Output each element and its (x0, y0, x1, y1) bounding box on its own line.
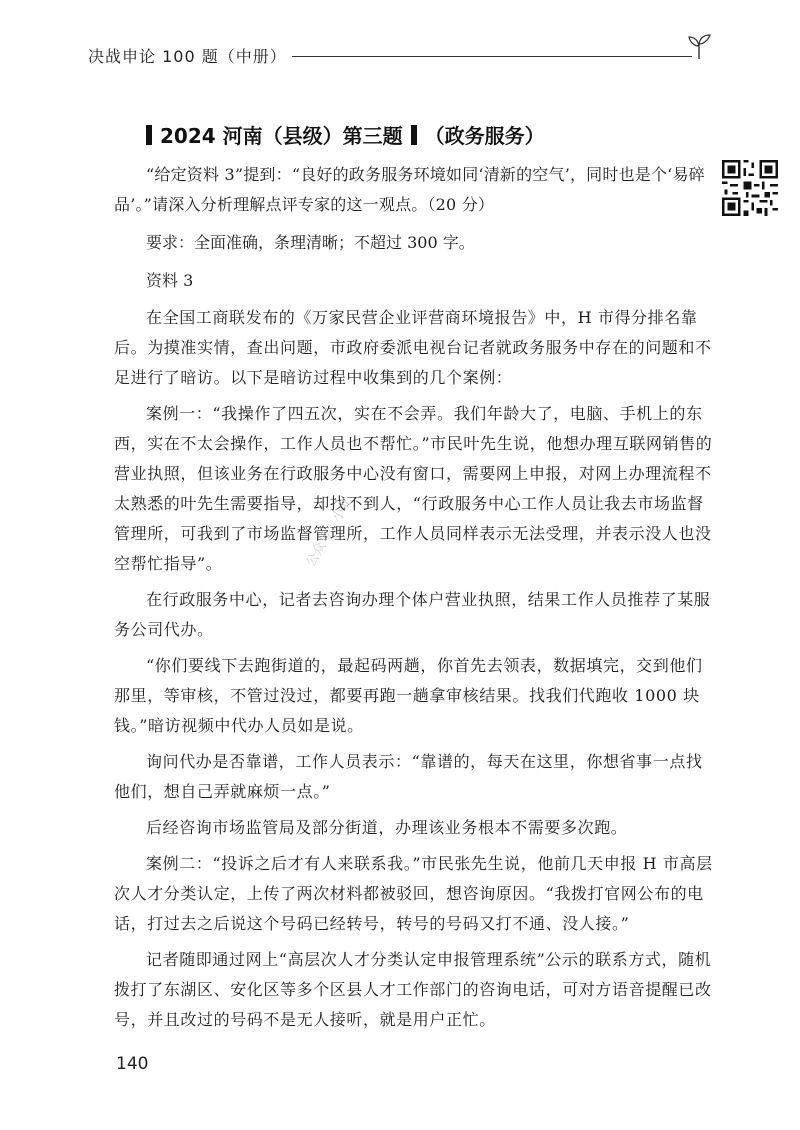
material-paragraph: 案例二：“投诉之后才有人来联系我。”市民张先生说，他前几天申报 H 市高层次人才分类认定，上传了两次材料都被驳回，想咨询原因。“我拨打官网公布的电话，打过去之后说这个号码已经转号，转号的号码又打不通、没人接。” (114, 854, 713, 933)
question-text: “给定资料 3”提到：“良好的政务服务环境如同‘清新的空气’，同时也是个‘易碎品’。”请深入分析理解点评专家的这一观点。（20 分） (114, 165, 705, 214)
running-header: 决战申论 100 题（中册） (88, 47, 287, 66)
material-paragraph: 案例一：“我操作了四五次，实在不会弄。我们年龄大了，电脑、手机上的东西，实在不太会操作，工作人员也不帮忙。”市民叶先生说，他想办理互联网销售的营业执照，但该业务在行政服务中心没有窗口，需要网上申报，对网上办理流程不太熟悉的叶先生需要指导，却找不到人，“行政服务中心工作人员让我去市场监督管理所，可我到了市场监督管理所，工作人员同样表示无法受理，并表示没人也没空帮忙指导”。 (114, 404, 713, 573)
material-label-text: 资料 3 (146, 271, 194, 290)
material-label (114, 266, 714, 296)
material-paragraph: 在行政服务中心，记者去咨询办理个体户营业执照，结果工作人员推荐了某服务公司代办。 (114, 590, 711, 639)
title-bar-left (146, 125, 152, 145)
header-rule (292, 56, 692, 57)
requirement-text: 要求：全面准确，条理清晰；不超过 300 字。 (146, 233, 475, 252)
material-body (114, 303, 714, 1041)
qr-code-icon (722, 160, 778, 216)
material-paragraph: “你们要线下去跑街道的，最起码两趟，你首先去领表，数据填完，交到他们那里，等审核，不管过没过，都要再跑一趟拿审核结果。找我们代跑收 1000 块钱。”暗访视频中代办人员如是说。 (114, 656, 703, 735)
section-tag: （政务服务） (424, 124, 545, 148)
question-prompt (114, 160, 714, 220)
section-title-text: 2024 河南（县级）第三题 (160, 124, 403, 148)
section-title (146, 120, 545, 149)
material-paragraph: 记者随即通过网上“高层次人才分类认定申报管理系统”公示的联系方式，随机拨打了东湖区、安化区等多个区县人才工作部门的咨询电话，可对方语音提醒已改号，并且改过的号码不是无人接听，就是用户正忙。 (114, 950, 712, 1029)
question-requirement (114, 228, 714, 258)
sprout-icon (684, 34, 714, 60)
watermark: 公众号：小北 (303, 494, 356, 570)
material-paragraph: 询问代办是否靠谱，工作人员表示：“靠谱的，每天在这里，你想省事一点找他们，想自己弄就麻烦一点。” (114, 752, 703, 801)
material-paragraph: 在全国工商联发布的《万家民营企业评营商环境报告》中，H 市得分排名靠后。为摸准实情，查出问题，市政府委派电视台记者就政务服务中存在的问题和不足进行了暗访。以下是暗访过程中收集到的几个案例： (114, 308, 712, 387)
title-bar-right (411, 125, 417, 145)
page-number: 140 (116, 1054, 149, 1074)
material-paragraph: 后经咨询市场监管局及部分街道，办理该业务根本不需要多次跑。 (146, 818, 628, 837)
